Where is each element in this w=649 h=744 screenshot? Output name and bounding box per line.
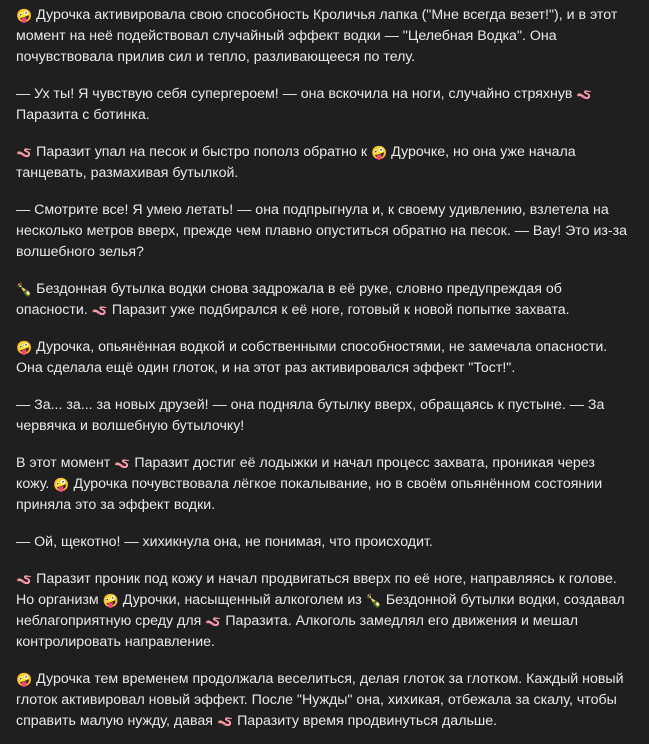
worm-icon: 🪱 [16, 573, 33, 588]
face-icon: 🤪 [16, 673, 33, 688]
message-text: Дурочке, но она уже начала танцевать, размахивая бутылкой. [16, 144, 576, 181]
worm-icon: 🪱 [576, 88, 593, 103]
message-text: — Ух ты! Я чувствую себя супергероем! — она вскочила на ноги, случайно стряхнув [16, 86, 577, 102]
message-text: Бездонная бутылка водки снова задрожала в её руке, словно предупреждая об опасности. [16, 281, 562, 318]
message-paragraph [16, 279, 631, 321]
message-text: Паразит проник под кожу и начал продвигаться вверх по её ноге, направляясь к голове. Но организм [16, 571, 617, 608]
message-text: Паразита. Алкоголь замедлял его движения и мешал контролировать направление. [16, 613, 579, 650]
message-text: Паразит уже подбирался к её ноге, готовый к новой попытке захвата. [107, 302, 570, 318]
message-text: Дурочка тем временем продолжала веселиться, делая глоток за глотком. Каждый новый глоток активировал новый эффект. После "Нужды" она, хихикая, отбежала за скалу, чтобы справить малую нужду, давая [16, 671, 624, 729]
message-text: Дурочка активировала свою способность Кроличья лапка ("Мне всегда везет!"), и в этот момент на неё подействовал случайный эффект водки — "Целебная Водка". Она почувствовала прилив сил и тепло, разливающееся по телу. [16, 7, 618, 65]
face-icon: 🤪 [16, 341, 33, 356]
message-text: — За... за... за новых друзей! — она подняла бутылку вверх, обращаясь к пустыне. — За червячка и волшебную бутылочку! [16, 397, 605, 434]
message-text: Дурочки, насыщенный алкоголем из [118, 592, 366, 608]
bottle-icon: 🍾 [365, 594, 382, 609]
worm-icon: 🪱 [114, 457, 131, 472]
message-text: — Смотрите все! Я умею летать! — она подпрыгнула и, к своему удивлению, взлетела на несколько метров вверх, прежде чем плавно опуститься обратно на песок. — Вау! Это из-за волшебного зелья? [16, 202, 627, 260]
face-icon: 🤪 [16, 9, 33, 24]
message-text: Паразиту время продвинуться дальше. [233, 713, 498, 729]
face-icon: 🤪 [53, 478, 70, 493]
message-paragraph [16, 200, 631, 263]
message-text: Дурочка почувствовала лёгкое покалывание, но в своём опьянённом состоянии приняла это за эффект водки. [16, 476, 603, 513]
worm-icon: 🪱 [205, 615, 222, 630]
face-icon: 🤪 [102, 594, 119, 609]
worm-icon: 🪱 [91, 304, 108, 319]
bottle-icon: 🍾 [16, 283, 33, 298]
message-paragraph [16, 142, 631, 184]
message-paragraph [16, 532, 631, 553]
message-text: — Ой, щекотно! — хихикнула она, не понимая, что происходит. [16, 534, 433, 550]
message-paragraph [16, 337, 631, 379]
message-paragraph [16, 395, 631, 437]
message-text: Паразит упал на песок и быстро пополз обратно к [32, 144, 371, 160]
message-paragraph [16, 669, 631, 732]
message-paragraph [16, 84, 631, 126]
message-paragraph [16, 569, 631, 653]
worm-icon: 🪱 [16, 146, 33, 161]
face-icon: 🤪 [371, 146, 388, 161]
message-text: В этот момент [16, 455, 115, 471]
message-paragraph [16, 453, 631, 516]
message-text: Дурочка, опьянённая водкой и собственными способностями, не замечала опасности. Она сделала ещё один глоток, и на этот раз активировался эффект "Тост!". [16, 339, 608, 376]
message-text: Паразита с ботинка. [16, 107, 150, 123]
message-text: Паразит достиг её лодыжки и начал процесс захвата, проникая через кожу. [16, 455, 595, 492]
message-paragraph [16, 5, 631, 68]
worm-icon: 🪱 [216, 715, 234, 730]
message-text: Бездонной бутылки водки, создавал неблагоприятную среду для [16, 592, 625, 629]
